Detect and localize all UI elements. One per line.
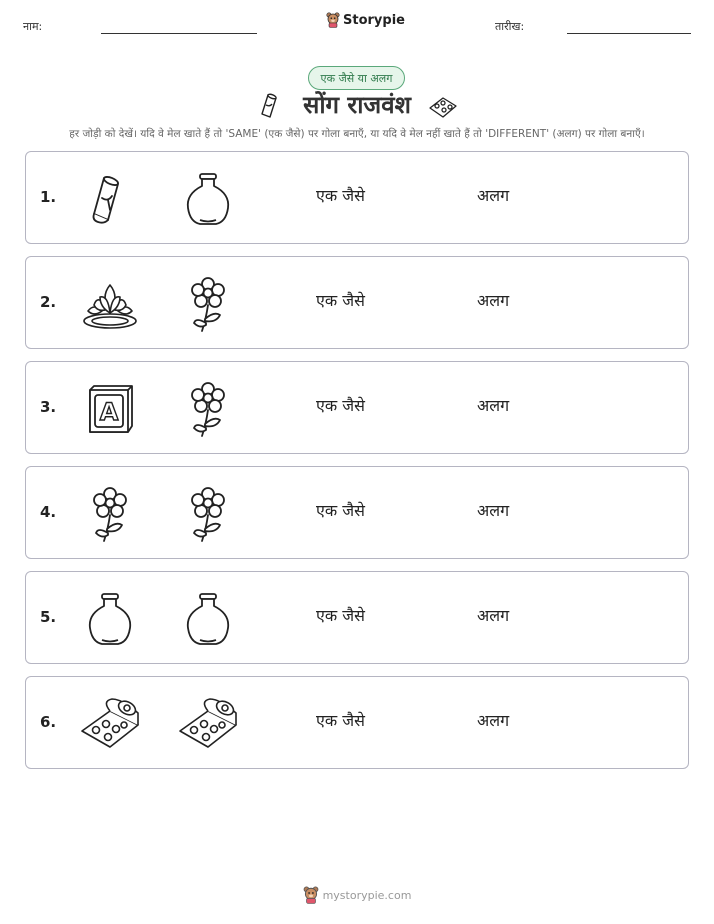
row-number: 3. — [40, 398, 57, 416]
bear-mascot-icon — [326, 12, 340, 28]
lotus-icon — [80, 275, 140, 333]
different-option[interactable]: अलग — [477, 606, 510, 625]
row-number: 5. — [40, 608, 57, 626]
row-number: 4. — [40, 503, 57, 521]
footer-url[interactable]: mystorypie.com — [322, 888, 412, 902]
different-option[interactable]: अलग — [477, 186, 510, 205]
vase-icon — [80, 590, 140, 648]
footer — [0, 886, 714, 904]
flower-icon — [178, 380, 238, 438]
brand-name: Storypie — [343, 12, 405, 28]
row-number: 2. — [40, 293, 57, 311]
pair-row-4 — [25, 466, 689, 559]
different-option[interactable]: अलग — [477, 501, 510, 520]
worksheet-type-badge: एक जैसे या अलग — [308, 66, 405, 90]
same-option[interactable]: एक जैसे — [316, 291, 365, 310]
same-option[interactable]: एक जैसे — [316, 396, 365, 415]
instructions-text: हर जोड़ी को देखें। यदि वे मेल खाते हैं तो 'SAME' (एक जैसे) पर गोला बनाएँ, या यदि वे मेल नहीं खाते हैं तो 'DIFFERENT' (अलग) पर गोला बनाएँ। — [69, 128, 645, 140]
rolled-silk-icon — [427, 94, 459, 120]
letter-block-icon — [80, 380, 140, 438]
name-label: नाम: — [23, 20, 43, 33]
flower-icon — [178, 275, 238, 333]
pair-row-5 — [25, 571, 689, 664]
vase-icon — [178, 590, 238, 648]
scroll-icon — [80, 170, 140, 228]
pair-row-1 — [25, 151, 689, 244]
different-option[interactable]: अलग — [477, 291, 510, 310]
different-option[interactable]: अलग — [477, 396, 510, 415]
same-option[interactable]: एक जैसे — [316, 606, 365, 625]
name-field[interactable] — [101, 33, 257, 34]
date-label: तारीख: — [495, 20, 525, 33]
different-option[interactable]: अलग — [477, 711, 510, 730]
flower-icon — [80, 485, 140, 543]
pair-row-3 — [25, 361, 689, 454]
same-option[interactable]: एक जैसे — [316, 501, 365, 520]
flower-icon — [178, 485, 238, 543]
block-letter: A — [99, 398, 119, 426]
pair-row-2 — [25, 256, 689, 349]
brand-logo — [326, 12, 405, 28]
vase-icon — [178, 170, 238, 228]
pair-row-6 — [25, 676, 689, 769]
date-field[interactable] — [567, 33, 691, 34]
bear-mascot-icon — [303, 886, 319, 904]
row-number: 1. — [40, 188, 57, 206]
same-option[interactable]: एक जैसे — [316, 711, 365, 730]
same-option[interactable]: एक जैसे — [316, 186, 365, 205]
row-number: 6. — [40, 713, 57, 731]
page-title: सोंग राजवंश — [303, 91, 411, 119]
rolled-silk-icon — [80, 695, 140, 753]
rolled-silk-icon — [178, 695, 238, 753]
